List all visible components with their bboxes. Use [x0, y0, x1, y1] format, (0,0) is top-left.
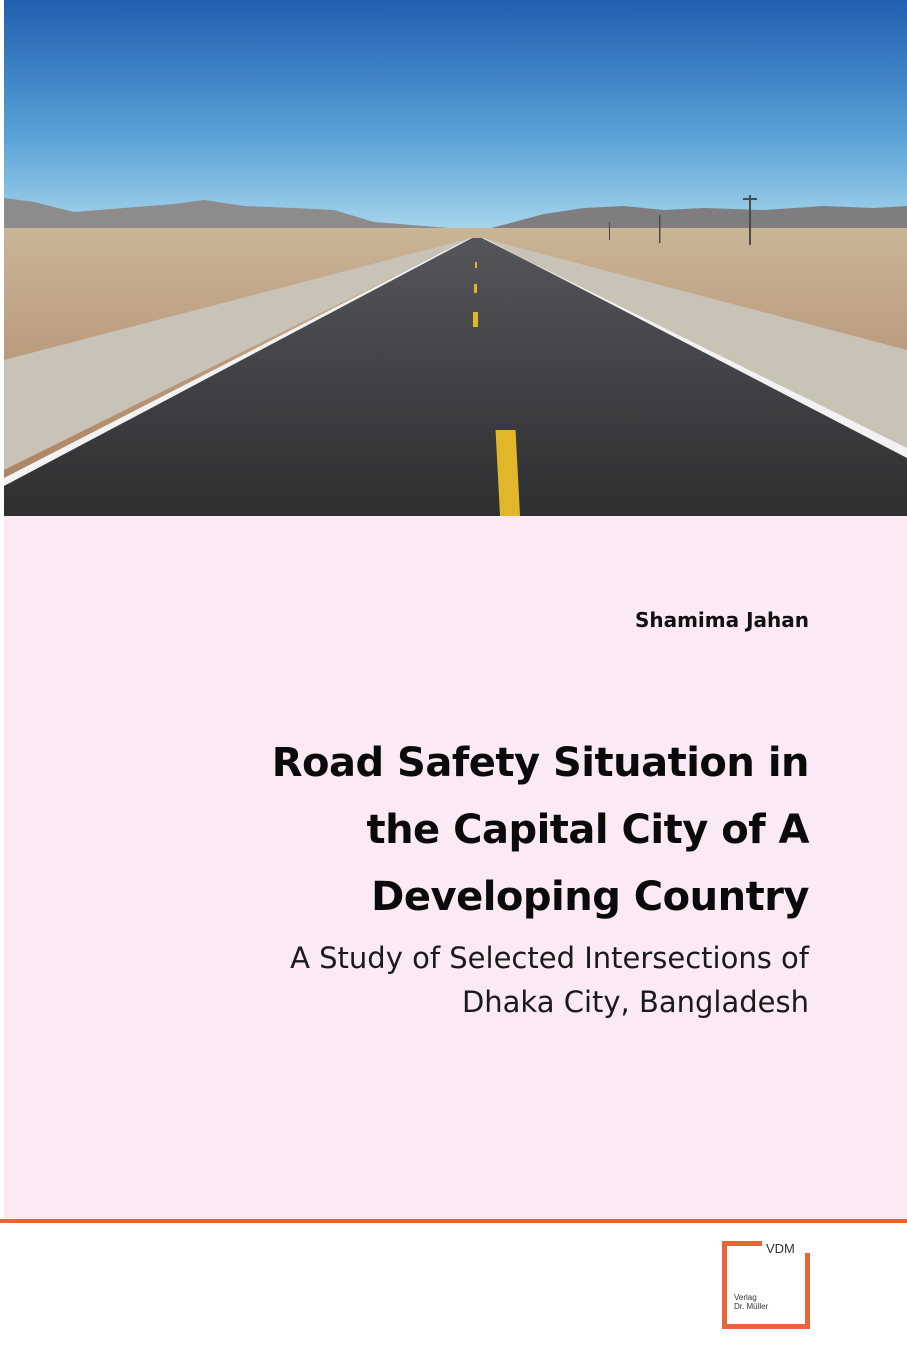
logo-text: VDM — [766, 1241, 795, 1256]
subtitle-line: A Study of Selected Intersections of — [290, 941, 809, 975]
title-line: the Capital City of A — [366, 807, 809, 853]
title-line: Developing Country — [371, 874, 809, 920]
author-name: Shamima Jahan — [634, 608, 809, 632]
desert-road-image — [4, 0, 907, 516]
logo-subtext: Verlag Dr. Müller — [734, 1293, 769, 1311]
subtitle-line: Dhaka City, Bangladesh — [461, 985, 809, 1019]
book-title — [89, 730, 809, 931]
cover-photo — [4, 0, 907, 516]
book-subtitle — [89, 936, 809, 1024]
publisher-logo — [722, 1241, 810, 1329]
title-line: Road Safety Situation in — [271, 740, 809, 786]
divider — [0, 1219, 907, 1223]
